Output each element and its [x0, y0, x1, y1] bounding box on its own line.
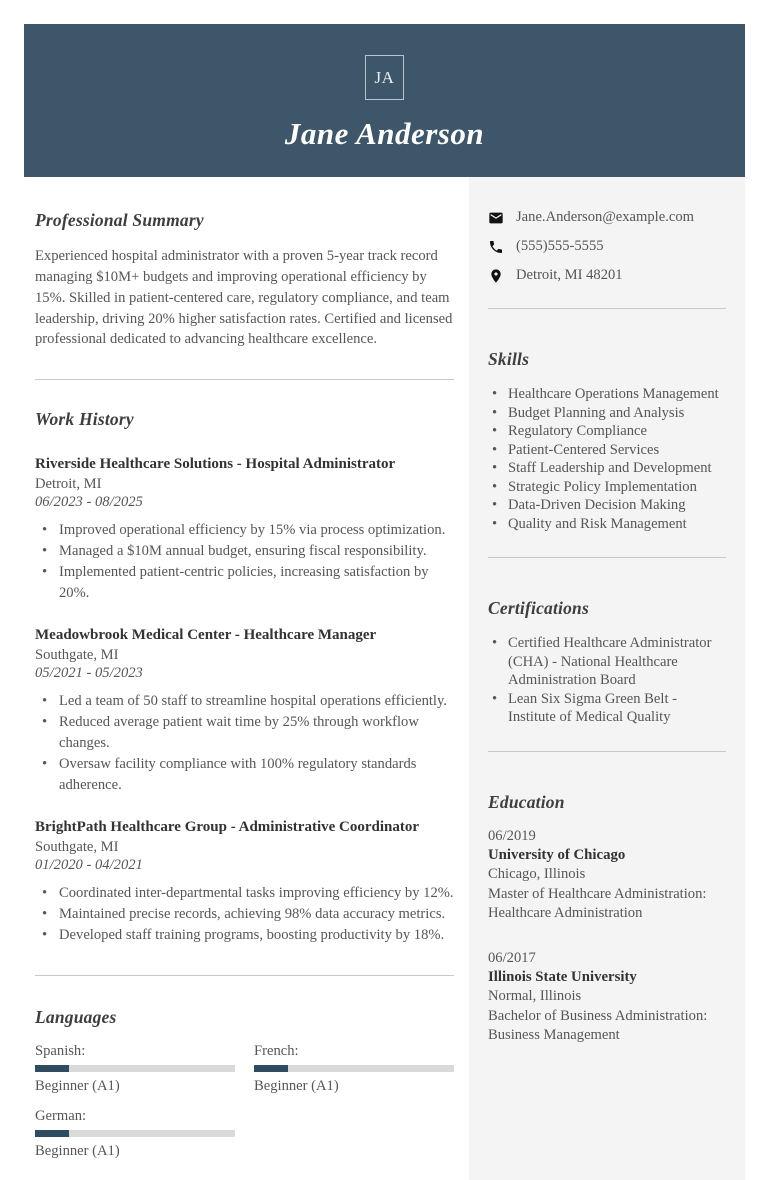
job-location: Southgate, MI: [35, 646, 119, 663]
divider: [35, 379, 454, 380]
job-dates: 05/2021 - 05/2023: [35, 664, 143, 681]
language-name: French:: [254, 1042, 299, 1059]
language-progress-track: [35, 1130, 235, 1137]
contact-row-location: [488, 267, 726, 284]
contact-row-email: [488, 209, 726, 226]
job-dates: 06/2023 - 08/2025: [35, 494, 143, 511]
resume-header: [24, 24, 745, 177]
language-progress-track: [35, 1065, 235, 1072]
language-progress-track: [254, 1065, 454, 1072]
summary-heading: Professional Summary: [35, 210, 204, 230]
education-date: 06/2019: [488, 827, 536, 844]
summary-text: Experienced hospital administrator with a proven 5-year track record managing $10M+ budgets and improving operational efficiency by 15%. Skilled in patient-centered care, regulatory compliance, and team leadership, driving 20% higher satisfaction rates. Certified and licensed professional dedicated to advancing healthcare excellence.: [35, 248, 453, 348]
bullet-item: • Managed a $10M annual budget, ensuring fiscal responsibility.: [35, 541, 454, 562]
education-entry: [488, 950, 726, 1045]
bullet-item: • Coordinated inter-departmental tasks improving efficiency by 12%.: [35, 883, 454, 904]
bullet-item: • Reduced average patient wait time by 25% through workflow changes.: [35, 712, 454, 754]
education-school: Illinois State University: [488, 968, 637, 985]
skill-item: • Regulatory Compliance: [488, 422, 726, 441]
job-entry: [35, 818, 454, 946]
email-icon: [488, 210, 504, 226]
bullet-item: • Developed staff training programs, boosting productivity by 18%.: [35, 925, 454, 946]
bullet-item: • Implemented patient-centric policies, increasing satisfaction by 20%.: [35, 562, 454, 604]
education-location: Normal, Illinois: [488, 987, 582, 1004]
language-progress-fill: [35, 1065, 69, 1072]
education-heading: Education: [488, 791, 565, 812]
languages-heading: Languages: [35, 1006, 117, 1027]
education-degree: Master of Healthcare Administration: Healthcare Administration: [488, 885, 707, 921]
phone-icon: [488, 239, 504, 255]
education-degree: Bachelor of Business Administration: Business Management: [488, 1007, 708, 1043]
language-item: [254, 1043, 454, 1095]
job-location: Detroit, MI: [35, 476, 102, 493]
certifications-heading: Certifications: [488, 598, 589, 619]
certification-item: • Lean Six Sigma Green Belt - Institute of Medical Quality: [488, 690, 726, 727]
job-entry: [35, 626, 454, 796]
language-level: Beginner (A1): [254, 1077, 339, 1094]
job-bullet-list: [35, 691, 454, 796]
certifications-list: [488, 634, 726, 727]
contact-phone: (555)555-5555: [516, 238, 604, 254]
language-progress-fill: [254, 1065, 288, 1072]
divider: [488, 557, 726, 558]
language-level: Beginner (A1): [35, 1142, 120, 1159]
certification-item: • Certified Healthcare Administrator (CHA) - National Healthcare Administration Board: [488, 634, 726, 690]
contact-row-phone: [488, 238, 726, 255]
job-title: Meadowbrook Medical Center - Healthcare Manager: [35, 627, 377, 644]
skill-item: • Data-Driven Decision Making: [488, 496, 726, 515]
divider: [488, 308, 726, 309]
job-bullet-list: [35, 883, 454, 946]
bullet-item: • Led a team of 50 staff to streamline hospital operations efficiently.: [35, 691, 454, 712]
job-dates: 01/2020 - 04/2021: [35, 856, 143, 873]
language-level: Beginner (A1): [35, 1077, 120, 1094]
monogram-initials: JA: [374, 67, 395, 87]
sidebar-column: [469, 177, 745, 1180]
divider: [488, 751, 726, 752]
bullet-item: • Maintained precise records, achieving 98% data accuracy metrics.: [35, 904, 454, 925]
skill-item: • Quality and Risk Management: [488, 515, 726, 534]
work-history-heading: Work History: [35, 409, 134, 430]
skills-list: [488, 385, 726, 533]
bullet-item: • Improved operational efficiency by 15% via process optimization.: [35, 520, 454, 541]
monogram-badge: [365, 55, 404, 100]
job-title: Riverside Healthcare Solutions - Hospital Administrator: [35, 456, 396, 473]
skill-item: • Budget Planning and Analysis: [488, 404, 726, 423]
main-column: [24, 177, 469, 1180]
language-grid: [35, 1043, 454, 1160]
education-entry: [488, 828, 726, 923]
location-pin-icon: [488, 268, 504, 284]
education-school: University of Chicago: [488, 846, 626, 863]
language-progress-fill: [35, 1130, 69, 1137]
contact-location: Detroit, MI 48201: [516, 267, 623, 283]
contact-block: [488, 209, 726, 284]
skill-item: • Healthcare Operations Management: [488, 385, 726, 404]
resume-page: [24, 24, 745, 1180]
language-item: [35, 1043, 235, 1095]
education-date: 06/2017: [488, 949, 536, 966]
skill-item: • Staff Leadership and Development: [488, 459, 726, 478]
job-location: Southgate, MI: [35, 838, 119, 855]
job-entry: [35, 455, 454, 604]
language-name: Spanish:: [35, 1042, 86, 1059]
job-bullet-list: [35, 520, 454, 604]
job-title: BrightPath Healthcare Group - Administrative Coordinator: [35, 818, 420, 835]
skill-item: • Strategic Policy Implementation: [488, 478, 726, 497]
language-name: German:: [35, 1107, 87, 1124]
education-location: Chicago, Illinois: [488, 865, 586, 882]
divider: [35, 975, 454, 976]
skills-heading: Skills: [488, 349, 530, 369]
bullet-item: • Oversaw facility compliance with 100% regulatory standards adherence.: [35, 754, 454, 796]
skill-item: • Patient-Centered Services: [488, 441, 726, 460]
contact-email: Jane.Anderson@example.com: [516, 209, 694, 225]
candidate-name: Jane Anderson: [284, 116, 485, 151]
